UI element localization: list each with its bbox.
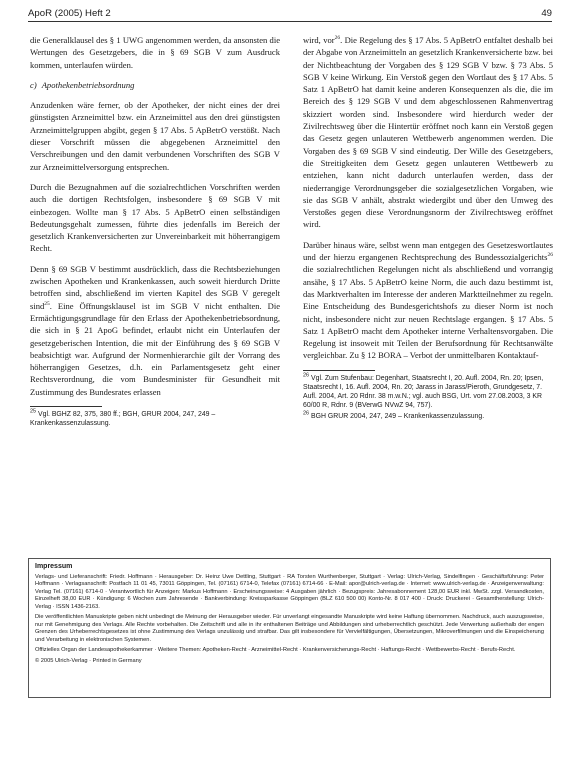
page-number: 49: [541, 8, 552, 19]
running-header: [28, 6, 552, 22]
section-number: c): [30, 79, 37, 90]
footnote-text: BGH GRUR 2004, 247, 249 – Krankenkassenzulassung.: [311, 412, 485, 420]
paragraph: Anzudenken wäre ferner, ob der Apotheker, der nicht eines der drei günstigsten Arzneimittel bzw. ein Arzneimittel aus den drei günstigsten Arzneimittelgruppen abgibt, gegen § 17 Abs. 5 ApBetrO verstößt. Nach dieser Vorschrift müssen die abgegebenen Arzneimittel den Verschreibungen und den damit verbundenen Vorschriften des SGB V zur Arzneimittelversorgung entsprechen.: [30, 100, 280, 172]
footnote-ref: 26: [547, 252, 553, 259]
paragraph-text: . Eine Öffnungsklausel ist im SGB V nicht enthalten. Die Ermächtigungsgrundlage für den Erlass der Apothekenbetriebsordnung, die sich in § 21 ApoG befindet, erlaubt nicht ein Unterlaufen der gesetzgeberischen Intention, die mit der Einführung des § 69 SGB V beabsichtigt war. Aufgrund der Normenhierarchie gilt der Vorrang des höherrangigen Gesetzes, d.h. ein Parlamentsgesetz geht einer Rechtsverordnung, die vom Bundesminister für Gesundheit mit Zustimmung des Bundesrates erlassen: [30, 300, 280, 397]
footnote-divider: [303, 370, 375, 371]
section-heading: [30, 79, 280, 91]
paragraph: [303, 34, 553, 231]
paragraph-text: Darüber hinaus wäre, selbst wenn man entgegen des Gesetzeswortlautes und der hierzu ergangenen Rechtsprechung des Bundessozialgerichts: [303, 239, 553, 263]
paragraph: Durch die Bezugnahmen auf die sozialrechtlichen Vorschriften werden auch die dortigen Rechtsfolgen, insbesondere § 69 SGB V mit einbezogen. Wollte man § 17 Abs. 5 ApBetrO einen selbständigen Bedeutungsgehalt zumessen, führte dies jedenfalls im Bereich der gesetzlich Krankenversicherten zur Unvereinbarkeit mit höherrangigem Recht.: [30, 181, 280, 254]
footnote-number: 26: [303, 372, 310, 379]
footnote-number: 26: [303, 410, 310, 417]
paragraph: die Generalklausel des § 1 UWG angenommen werden, da ansonsten die Wertungen des Gesetzgebers, die in § 69 SGB V zum Ausdruck kommen, unterlaufen würden.: [30, 35, 280, 70]
impressum-paragraph: Die veröffentlichten Manuskripte geben nicht unbedingt die Meinung der Herausgeber wieder. Für unverlangt eingesandte Manuskripte wird keine Haftung übernommen. Nachdruck, auch auszugsweise, nur mit Genehmigung des Verlags. Alle Rechte vorbehalten. Die Zeitschrift und alle in ihr enthaltenen Beiträge und Abbildungen sind urheberrechtlich geschützt. Jede Verwertung außerhalb der engen Grenzen des Urheberrechtsgesetzes ist ohne Zustimmung des Verlags unzulässig und strafbar. Das gilt insbesondere für Vervielfältigungen, Übersetzungen, Mikroverfilmungen und die Einspeicherung und Verarbeitung in elektronischen Systemen.: [35, 614, 544, 643]
footnote-number: 25: [30, 408, 37, 415]
impressum-box: [28, 558, 551, 698]
copyright-line: © 2005 Ulrich-Verlag · Printed in Germany: [35, 657, 142, 664]
paragraph: [303, 239, 553, 362]
footnote-text: Vgl. BGHZ 82, 375, 380 ff.; BGH, GRUR 2004, 247, 249 – Krankenkassenzulassung.: [30, 411, 216, 428]
left-column: [30, 34, 280, 429]
footnotes: [303, 374, 553, 421]
footnote-text: Vgl. Zum Stufenbau: Degenhart, Staatsrecht I, 20. Aufl. 2004, Rn. 20; Ipsen, Staatsrecht I, 16. Aufl. 2004, Rn. 20; Jarass in Jarass/Pieroth, Grundgesetz, 7. Aufl. 2004, Art. 20 Rdnr. 38 m.w.N.; vgl. auch BSG, Urt. vom 27.08.2003, 3 KR 60/00 R, Rdnr. 9 (BVerwG NVwZ 94, 757).: [303, 374, 544, 410]
journal-title: ApoR (2005) Heft 2: [28, 8, 111, 19]
paragraph-text: Denn § 69 SGB V bestimmt ausdrücklich, dass die Rechtsbeziehungen zwischen Apotheken und Krankenkassen, auch soweit hierdurch Dritte betroffen sind, abschließend im vierten Kapitel des SGB V geregelt sind: [30, 263, 280, 311]
paragraph: [30, 263, 280, 398]
section-title: Apothekenbetriebsordnung: [41, 79, 135, 90]
impressum-paragraph: Offizielles Organ der Landesapothekerkammer · Weitere Themen: Apotheken-Recht · Arzneimittel-Recht · Krankenversicherungs-Recht · Haftungs-Recht · Wettbewerbs-Recht · Berufs-Recht.: [35, 647, 516, 653]
impressum-paragraph: Verlags- und Lieferanschrift: Friedr. Hoffmann · Herausgeber: Dr. Heinz Uwe Dettling, Stuttgart · RA Torsten Wurthenberger, Stuttgart · Verlag: Ulrich-Verlag, Sindelfingen · Geschäftsführung: Peter Hoffmann · Verlagsanschrift: Postfach 11 01 45, 73011 Göppingen, Tel. (07161) 6714-0, Telefax (07161) 6714-66 · E-Mail: apor@ulrich-verlag.de · Internet: www.ulrich-verlag.de · Anzeigenverwaltung: Verlag Tel. (07161) 6714-0 · Verantwortlich für Anzeigen: Markus Hoffmann · Erscheinungsweise: 4 Ausgaben jährlich · Bezugspreis: Jahresabonnement 128,00 EUR inkl. MwSt. zzgl. Versandkosten, Einzelheft 38,00 EUR · Kündigung: 6 Wochen zum Jahresende · Bankverbindung: Kreissparkasse Göppingen (BLZ 610 500 00) Konto-Nr. 8 017 400 · Druck: Druckerei · Gesamtherstellung: Ulrich-Verlag · ISSN 1436-2163.: [35, 573, 544, 610]
footnote: [30, 410, 280, 428]
footnote-ref: 26: [334, 35, 341, 42]
right-column: [303, 34, 553, 422]
paragraph-text: die sozialrechtlichen Regelungen nicht als abschließend und vorrangig ansähe, § 17 Abs. 5 ApBetrO keine Norm, die auch dazu bestimmt ist, das Marktverhalten im Interesse der anderen Marktteilnehmer zu regeln. Eine Entscheidung des Bundesgerichtshofs zu dieser Norm ist noch nicht, insbesondere nicht zur neuen Rechtslage ergangen. § 17 Abs. 5 Satz 1 ApBetrO macht dem Apotheker interne Verhaltensvorgaben. Die Regelung ist insoweit mit Teilen der Berufsordnung für Rechtsanwälte vergleichbar. Zu § 12 BORA – Verbot der unmittelbaren Kontaktauf-: [303, 264, 553, 361]
footnote-divider: [30, 406, 102, 407]
impressum-title: Impressum: [35, 563, 73, 570]
paragraph-text: . Die Regelung des § 17 Abs. 5 ApBetrO entfaltet deshalb bei der Abgabe von Arzneimitteln an gesetzlich Krankenversicherte bzw. bei der Nichtbeachtung der Vorgaben des § 129 SGB V bzw. § 73 Abs. 5 SGB V keine Wirkung. Ein Verstoß gegen den Wortlaut des § 17 Abs. 5 Satz 1 ApBetrO hat damit keine anderen Konsequenzen als die, die im Bereich des § 129 SGB V und dem abgeschlossenen Rahmenvertrag skizziert worden sind. Insbesondere wird hierdurch weder der Zivilrechtsweg über die Hintertür eröffnet noch kann ein Verstoß gegen das Gesetz gegen unlauteren Wettbewerb angenommen werden. Die Vorgaben des § 69 SGB V sind eindeutig. Der Wille des Gesetzgebers, die Streitigkeiten dem Gesetz gegen unlauteren Wettbewerb zu entziehen, kann nicht dadurch unterlaufen werden, dass der niederrangige Verordnungsgeber die sozialgesetzlichen Vorgaben, wie sie das SGB V anhält, abstrakt wiedergibt und über den Umweg des Verstoßes gegen diese Verordnungsnorm der Zivilrechtsweg eröffnet wird.: [303, 35, 553, 230]
footnote-ref: 25: [44, 300, 50, 307]
paragraph-text: wird, vor: [303, 35, 335, 45]
